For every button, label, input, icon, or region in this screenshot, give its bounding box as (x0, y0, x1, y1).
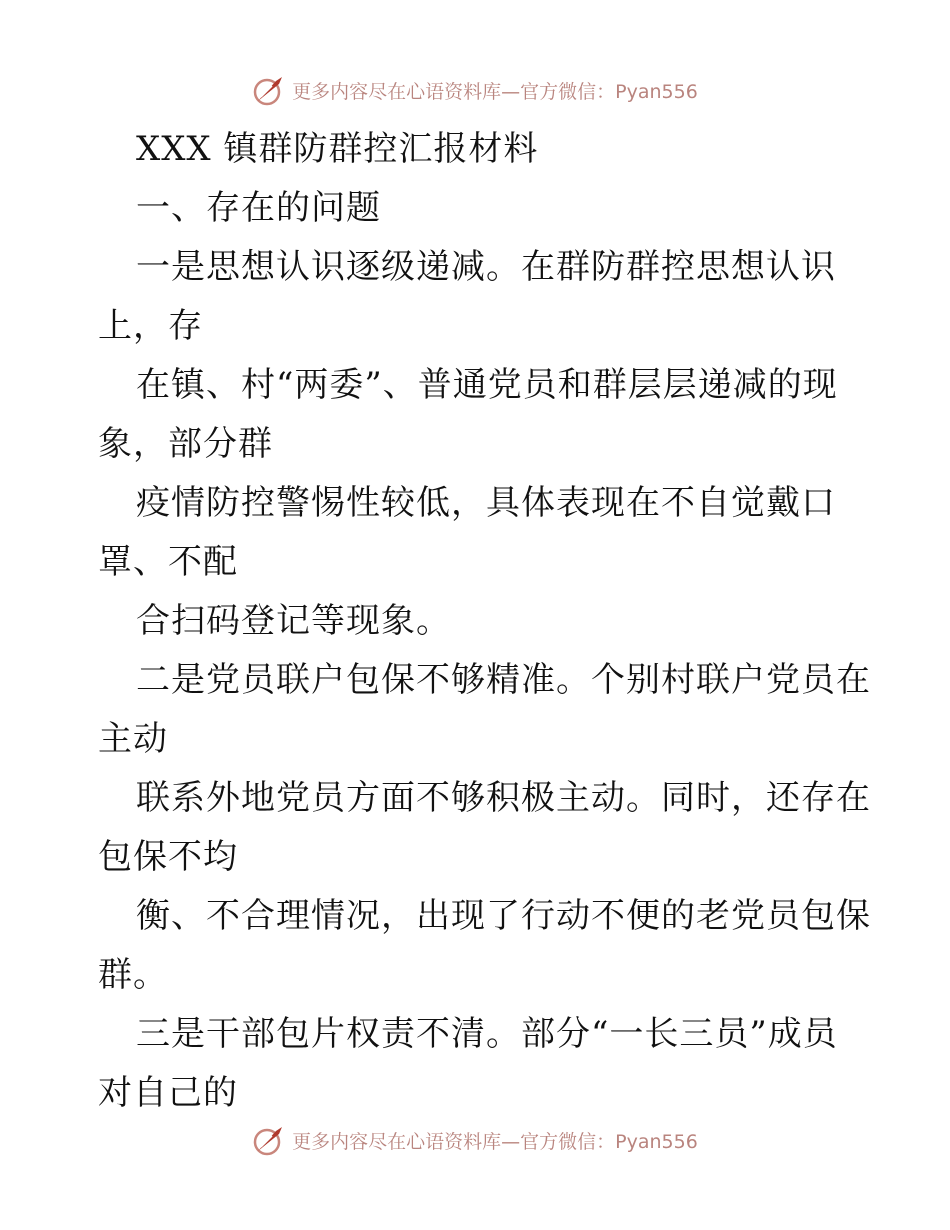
watermark-text: 更多内容尽在心语资料库—官方微信：Pyan556 (292, 80, 698, 103)
text-line: 在镇、村“两委”、普通党员和群层层递减的现 (136, 365, 838, 405)
section-heading: 一、存在的问题 (136, 188, 381, 228)
text-line: 象，部分群 (98, 424, 273, 464)
quill-logo-icon (252, 1123, 286, 1157)
watermark-text: 更多内容尽在心语资料库—官方微信：Pyan556 (292, 1130, 698, 1153)
text-line: 包保不均 (98, 837, 238, 877)
document-body (98, 120, 871, 1123)
text-line: 三是干部包片权责不清。部分“一长三员”成员 (136, 1014, 838, 1054)
text-line: 疫情防控警惕性较低，具体表现在不自觉戴口 (136, 483, 836, 523)
text-line: 衡、不合理情况，出现了行动不便的老党员包保 (136, 896, 871, 936)
text-line: 一是思想认识逐级递减。在群防群控思想认识 (136, 247, 836, 287)
text-line: 罩、不配 (98, 542, 238, 582)
text-line: 主动 (98, 719, 168, 759)
document-title: XXX 镇群防群控汇报材料 (136, 129, 539, 169)
quill-logo-icon (252, 73, 286, 107)
text-line: 合扫码登记等现象。 (136, 601, 451, 641)
footer-watermark (0, 1120, 950, 1160)
text-line: 上，存 (98, 306, 203, 346)
text-line: 联系外地党员方面不够积极主动。同时，还存在 (136, 778, 871, 818)
header-watermark (0, 70, 950, 110)
text-line: 群。 (98, 955, 168, 995)
text-line: 对自己的 (98, 1073, 238, 1113)
text-line: 二是党员联户包保不够精准。个别村联户党员在 (136, 660, 871, 700)
